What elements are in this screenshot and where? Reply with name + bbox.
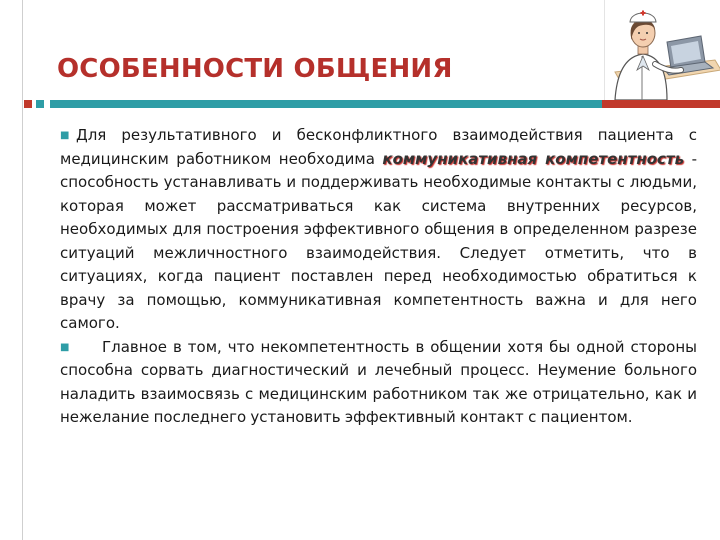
title-underline-accent — [602, 100, 720, 108]
accent-square-red — [24, 100, 32, 108]
square-bullet-icon: ■ — [60, 130, 70, 141]
paragraph-1 — [60, 124, 697, 336]
paragraph-2-text: Главное в том, что некомпетентность в общении хотя бы одной стороны способна сорвать диагностический и лечебный процесс. Неумение больного наладить взаимосвязь с медицинским работником так же отрицательно, как и нежелание последнего установить эффективный контакт с пациентом. — [60, 337, 697, 426]
paragraph-2 — [60, 336, 697, 430]
paragraph-1-text-after: - способность устанавливать и поддерживать необходимые контакты с людьми, которая может рассматриваться как система внутренних ресурсов, необходимых для построения эффективного общения в определенном разрезе ситуаций межличностного взаимодействия. Следует отметить, что в ситуациях, когда пациент поставлен перед необходимостью обратиться к врачу за помощью, коммуникативная компетентность важна и для него самого. — [60, 149, 697, 332]
accent-square-teal — [36, 100, 44, 108]
slide-title: ОСОБЕННОСТИ ОБЩЕНИЯ — [57, 54, 453, 84]
slide-body — [60, 124, 697, 430]
square-bullet-icon: ■ — [60, 341, 70, 353]
key-term: коммуникативная компетентность — [382, 149, 685, 168]
left-divider-line — [22, 0, 23, 540]
title-underline-bar — [50, 100, 602, 108]
paragraph-1-text-before: Для результативного и бесконфликтного взаимодействия пациента с медицинским работником необходима — [60, 126, 697, 168]
doctor-illustration — [604, 0, 720, 100]
